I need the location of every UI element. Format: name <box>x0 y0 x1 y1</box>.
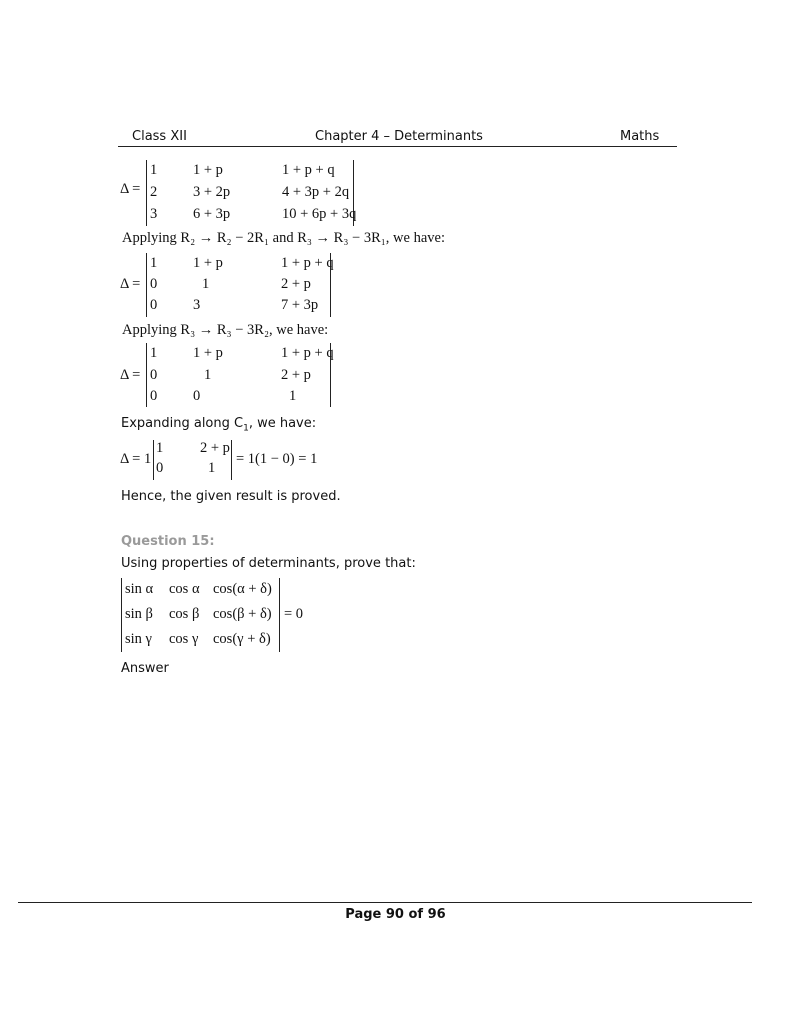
header-chapter: Chapter 4 – Determinants <box>315 129 483 144</box>
det2-cell: 0 <box>150 297 158 313</box>
header-subject: Maths <box>620 129 660 144</box>
det1-cell: 2 <box>150 184 158 200</box>
expand-text <box>121 416 316 434</box>
answer-label: Answer <box>121 661 169 676</box>
question-label: Question 15: <box>121 534 215 549</box>
det4-matrix <box>153 440 233 480</box>
det2-cell: 0 <box>150 276 158 292</box>
det2-cell: 1 + p <box>193 255 223 271</box>
det4-cell: 1 <box>156 440 164 456</box>
det3-cell: 0 <box>193 388 201 404</box>
step1-text: Applying R₂ → R₂ − 2R₁ and R₃ → R₃ − 3R₁, we have: <box>122 230 445 246</box>
det3-left-bar <box>146 343 147 407</box>
det2-matrix <box>146 253 332 317</box>
det3-cell: 0 <box>150 388 158 404</box>
det1-cell: 4 + 3p + 2q <box>282 184 350 200</box>
det3-cell: 1 + p <box>193 345 223 361</box>
det5-cell: cos(β + δ) <box>213 606 272 622</box>
expand-text-before: Expanding along C <box>121 416 244 431</box>
det5-right-bar <box>279 578 280 652</box>
expand-text-after: , we have: <box>248 416 317 431</box>
det4-rhs: = 1(1 − 0) = 1 <box>236 451 318 467</box>
det1-cell: 6 + 3p <box>193 206 231 222</box>
det4-left-bar <box>153 440 154 480</box>
question-text: Using properties of determinants, prove that: <box>121 556 416 571</box>
det2-cell: 2 + p <box>281 276 311 292</box>
header-rule <box>118 146 677 147</box>
det5-cell: cos(α + δ) <box>213 581 272 597</box>
det5-cell: sin γ <box>125 631 152 647</box>
page-number: Page 90 of 96 <box>345 907 446 922</box>
det4-lhs: Δ = 1 <box>120 451 152 467</box>
det1-left-bar <box>146 160 147 226</box>
det2-cell: 7 + 3p <box>281 297 319 313</box>
det1-cell: 1 <box>150 162 158 178</box>
det3-cell: 1 <box>289 388 297 404</box>
det5-cell: sin β <box>125 606 153 622</box>
det5-left-bar <box>121 578 122 652</box>
det5-cell: cos(γ + δ) <box>213 631 271 647</box>
step2-text: Applying R₃ → R₃ − 3R₂, we have: <box>122 322 329 338</box>
det1-cell: 3 + 2p <box>193 184 231 200</box>
det1-cell: 1 + p <box>193 162 223 178</box>
det1-cell: 1 + p + q <box>282 162 335 178</box>
det5-cell: cos γ <box>169 631 199 647</box>
footer-rule <box>18 902 752 903</box>
det3-matrix <box>146 343 332 407</box>
det2-cell: 1 <box>150 255 158 271</box>
det3-cell: 2 + p <box>281 367 311 383</box>
det3-cell: 1 + p + q <box>281 345 334 361</box>
det2-lhs: Δ = <box>120 276 141 292</box>
det4-cell: 0 <box>156 460 164 476</box>
det1-cell: 3 <box>150 206 158 222</box>
det2-cell: 1 <box>202 276 210 292</box>
det2-left-bar <box>146 253 147 317</box>
det5-rhs: = 0 <box>284 606 304 622</box>
det4-cell: 1 <box>208 460 216 476</box>
det3-cell: 0 <box>150 367 158 383</box>
det4-cell: 2 + p <box>200 440 230 456</box>
det3-cell: 1 <box>150 345 158 361</box>
det1-matrix <box>146 160 356 226</box>
expand-subscript: 1 <box>243 423 249 434</box>
det1-cell: 10 + 6p + 3q <box>282 206 357 222</box>
det5-cell: cos α <box>169 581 200 597</box>
det5-cell: sin α <box>125 581 154 597</box>
det1-lhs: Δ = <box>120 181 141 197</box>
det3-lhs: Δ = <box>120 367 141 383</box>
header-class: Class XII <box>132 129 187 144</box>
det5-matrix <box>121 578 281 652</box>
det5-cell: cos β <box>169 606 200 622</box>
det2-cell: 3 <box>193 297 201 313</box>
det2-cell: 1 + p + q <box>281 255 334 271</box>
det4-right-bar <box>231 440 232 480</box>
det3-cell: 1 <box>204 367 212 383</box>
conclusion-text: Hence, the given result is proved. <box>121 489 341 504</box>
